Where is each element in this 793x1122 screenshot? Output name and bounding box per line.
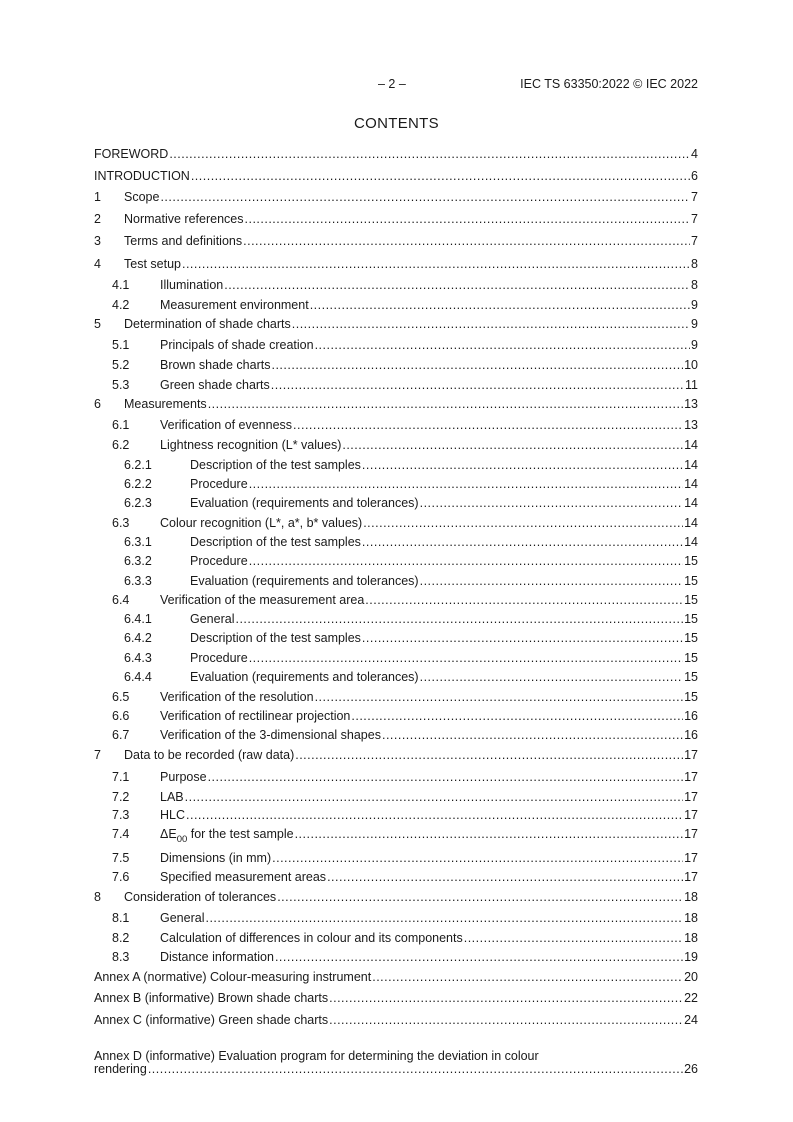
dot-leader	[208, 396, 683, 412]
toc-entry-page: 14	[684, 477, 698, 491]
toc-entry-number: 7.4	[112, 827, 130, 841]
toc-entry-page: 13	[684, 397, 698, 411]
dot-leader	[382, 727, 683, 743]
toc-entry[interactable]	[94, 277, 698, 293]
toc-entry-number: 8.1	[112, 911, 130, 925]
toc-entry-text: Normative references	[124, 212, 244, 226]
dot-leader	[342, 437, 683, 453]
toc-entry-page: 15	[684, 690, 698, 704]
toc-entry-page: 17	[684, 870, 698, 884]
toc-entry[interactable]	[94, 669, 698, 685]
dot-leader	[275, 949, 683, 965]
toc-entry-number: 6.4.3	[124, 651, 152, 665]
contents-title: CONTENTS	[354, 115, 439, 132]
toc-entry-text: Evaluation (requirements and tolerances)	[190, 496, 419, 510]
toc-entry-text: Dimensions (in mm)	[160, 851, 272, 865]
toc-entry-page: 11	[685, 378, 698, 392]
toc-entry-page: 16	[684, 709, 698, 723]
toc-entry-text: Lightness recognition (L* values)	[160, 438, 342, 452]
toc-entry[interactable]	[94, 357, 698, 373]
page-header	[94, 77, 698, 93]
toc-entry-text: Annex D (informative) Evaluation program for determining the deviation in colour	[94, 1049, 539, 1063]
toc-entry-page: 15	[684, 651, 698, 665]
toc-entry-page: 8	[691, 257, 698, 271]
toc-entry-number: 4	[94, 257, 101, 271]
toc-entry[interactable]	[94, 553, 698, 569]
toc-entry-page: 9	[691, 298, 698, 312]
dot-leader	[327, 869, 683, 885]
dot-leader	[160, 189, 690, 205]
toc-entry[interactable]	[94, 457, 698, 473]
toc-entry-text: Brown shade charts	[160, 358, 271, 372]
toc-entry-text: Green shade charts	[160, 378, 270, 392]
toc-entry-text: Terms and definitions	[124, 234, 243, 248]
dot-leader	[420, 573, 683, 589]
dot-leader	[363, 515, 683, 531]
toc-entry-number: 4.1	[112, 278, 130, 292]
toc-entry-number: 1	[94, 190, 101, 204]
dot-leader	[362, 457, 683, 473]
toc-entry-number: 7.1	[112, 770, 130, 784]
dot-leader	[293, 417, 683, 433]
toc-entry-number: 8	[94, 890, 101, 904]
toc-entry-text: Data to be recorded (raw data)	[124, 748, 295, 762]
toc-entry[interactable]	[94, 377, 698, 393]
dot-leader	[277, 889, 683, 905]
toc-entry-text: Specified measurement areas	[160, 870, 327, 884]
toc-entry-page: 14	[684, 438, 698, 452]
toc-entry-text: Procedure	[190, 651, 248, 665]
toc-entry-text: Annex C (informative) Green shade charts	[94, 1013, 329, 1027]
toc-entry-page: 14	[684, 535, 698, 549]
toc-entry[interactable]	[94, 146, 698, 162]
toc-entry-text: Annex A (normative) Colour-measuring instrument	[94, 970, 372, 984]
toc-entry-number: 7.5	[112, 851, 130, 865]
toc-entry-page: 17	[684, 790, 698, 804]
dot-leader	[329, 1012, 683, 1028]
document-id: IEC TS 63350:2022 © IEC 2022	[520, 77, 698, 91]
toc-entry-number: 6	[94, 397, 101, 411]
toc-entry-text: Colour recognition (L*, a*, b* values)	[160, 516, 363, 530]
toc-entry[interactable]	[94, 437, 698, 453]
dot-leader	[464, 930, 683, 946]
toc-entry-number: 5.3	[112, 378, 130, 392]
toc-entry[interactable]	[94, 168, 698, 184]
toc-entry-number: 8.3	[112, 950, 130, 964]
toc-entry-page: 15	[684, 554, 698, 568]
toc-entry[interactable]	[94, 969, 698, 985]
toc-entry[interactable]	[94, 611, 698, 627]
toc-entry-page: 15	[684, 574, 698, 588]
toc-entry[interactable]	[94, 256, 698, 272]
toc-entry-text: Procedure	[190, 554, 248, 568]
toc-entry-text: Description of the test samples	[190, 458, 361, 472]
dot-leader	[249, 553, 683, 569]
dot-leader	[186, 807, 683, 823]
toc-entry-text: Description of the test samples	[190, 535, 361, 549]
toc-entry-number: 6.3	[112, 516, 130, 530]
toc-entry[interactable]	[94, 573, 698, 589]
dot-leader	[315, 337, 690, 353]
toc-entry-page: 13	[684, 418, 698, 432]
toc-entry-page: 18	[684, 911, 698, 925]
toc-entry-text: Measurement environment	[160, 298, 309, 312]
toc-entry-page: 22	[684, 991, 698, 1005]
dot-leader	[208, 769, 684, 785]
toc-entry[interactable]	[94, 850, 698, 866]
toc-entry[interactable]	[94, 592, 698, 608]
toc-entry-page: 24	[684, 1013, 698, 1027]
toc-entry-page: 10	[684, 358, 698, 372]
toc-entry[interactable]	[94, 747, 698, 763]
dot-leader	[169, 146, 690, 162]
toc-entry[interactable]	[94, 316, 698, 332]
toc-entry[interactable]	[94, 233, 698, 249]
toc-entry-page: 15	[684, 612, 698, 626]
dot-leader	[205, 910, 683, 926]
toc-entry-text: Test setup	[124, 257, 181, 271]
toc-entry-text: Scope	[124, 190, 160, 204]
toc-entry[interactable]	[94, 910, 698, 926]
toc-entry-number: 6.3.1	[124, 535, 152, 549]
toc-entry-page: 18	[684, 890, 698, 904]
toc-entry-page: 26	[684, 1062, 698, 1076]
toc-entry-number: 6.4.4	[124, 670, 152, 684]
toc-entry[interactable]	[94, 789, 698, 805]
toc-entry-number: 6.4	[112, 593, 130, 607]
toc-entry-page: 15	[684, 593, 698, 607]
toc-entry-page: 7	[691, 234, 698, 248]
toc-entry[interactable]	[94, 727, 698, 743]
toc-entry-number: 5	[94, 317, 101, 331]
toc-entry-text: Verification of the resolution	[160, 690, 314, 704]
toc-entry-page: 17	[684, 827, 698, 841]
toc-entry-page: 16	[684, 728, 698, 742]
dot-leader	[249, 650, 683, 666]
toc-entry-text: FOREWORD	[94, 147, 169, 161]
toc-entry-page: 4	[691, 147, 698, 161]
toc-entry-page: 8	[691, 278, 698, 292]
toc-entry-page: 6	[691, 169, 698, 183]
toc-entry[interactable]	[94, 769, 698, 785]
toc-entry-text-continued: rendering	[94, 1062, 147, 1076]
toc-entry-text: General	[190, 612, 235, 626]
dot-leader	[271, 357, 683, 373]
toc-entry-text: Verification of the 3-dimensional shapes	[160, 728, 381, 742]
toc-entry-number: 6.4.1	[124, 612, 152, 626]
delta-e-symbol: ΔE	[160, 827, 177, 841]
dot-leader	[272, 850, 683, 866]
toc-entry[interactable]	[94, 889, 698, 905]
toc-entry-text: Principals of shade creation	[160, 338, 314, 352]
dot-leader	[351, 708, 683, 724]
toc-entry[interactable]	[94, 515, 698, 531]
toc-entry-text-rest: for the test sample	[187, 827, 294, 841]
toc-entry[interactable]	[94, 1012, 698, 1028]
toc-entry[interactable]	[94, 930, 698, 946]
toc-entry-text: Description of the test samples	[190, 631, 361, 645]
toc-entry-number: 3	[94, 234, 101, 248]
toc-entry-number: 5.1	[112, 338, 130, 352]
toc-entry-page: 9	[691, 317, 698, 331]
dot-leader	[148, 1061, 683, 1077]
dot-leader	[292, 316, 690, 332]
toc-entry[interactable]	[94, 337, 698, 353]
page-number: – 2 –	[378, 77, 406, 91]
toc-entry-page: 17	[684, 748, 698, 762]
toc-entry[interactable]	[94, 189, 698, 205]
toc-entry[interactable]	[94, 990, 698, 1006]
subscript: 00	[176, 834, 188, 845]
toc-entry-text: HLC	[160, 808, 186, 822]
dot-leader	[372, 969, 683, 985]
toc-entry-number: 7.6	[112, 870, 130, 884]
toc-entry-number: 8.2	[112, 931, 130, 945]
toc-entry-number: 2	[94, 212, 101, 226]
toc-entry-page: 15	[684, 670, 698, 684]
dot-leader	[185, 789, 683, 805]
toc-entry-page: 20	[684, 970, 698, 984]
toc-entry-page: 14	[684, 458, 698, 472]
toc-entry-text: Illumination	[160, 278, 224, 292]
toc-entry-page: 7	[691, 212, 698, 226]
toc-entry-number: 6.2.3	[124, 496, 152, 510]
toc-entry-text: Measurements	[124, 397, 207, 411]
toc-entry[interactable]	[94, 869, 698, 885]
toc-entry[interactable]	[94, 807, 698, 823]
toc-entry-page: 9	[691, 338, 698, 352]
toc-entry[interactable]	[94, 534, 698, 550]
toc-entry[interactable]	[94, 630, 698, 646]
toc-entry-text: Annex B (informative) Brown shade charts	[94, 991, 329, 1005]
toc-entry[interactable]	[94, 495, 698, 511]
toc-entry-number: 7.2	[112, 790, 130, 804]
dot-leader	[420, 495, 683, 511]
toc-entry-text: LAB	[160, 790, 184, 804]
toc-entry-page: 17	[684, 808, 698, 822]
dot-leader	[310, 297, 690, 313]
dot-leader	[362, 534, 683, 550]
toc-entry-text: Procedure	[190, 477, 248, 491]
toc-entry-number: 6.6	[112, 709, 130, 723]
toc-entry-text: Verification of the measurement area	[160, 593, 365, 607]
toc-entry-number: 6.4.2	[124, 631, 152, 645]
toc-entry[interactable]	[94, 297, 698, 313]
dot-leader	[271, 377, 684, 393]
toc-entry-page: 7	[691, 190, 698, 204]
toc-entry-text: Verification of evenness	[160, 418, 293, 432]
toc-entry-text: Distance information	[160, 950, 274, 964]
toc-entry[interactable]	[94, 476, 698, 492]
dot-leader	[182, 256, 690, 272]
toc-entry[interactable]	[94, 826, 698, 845]
toc-entry-text: INTRODUCTION	[94, 169, 190, 183]
dot-leader	[295, 826, 684, 842]
toc-entry-number: 6.2.1	[124, 458, 152, 472]
toc-entry-number: 6.5	[112, 690, 130, 704]
dot-leader	[365, 592, 683, 608]
toc-entry-number: 4.2	[112, 298, 130, 312]
toc-entry-page: 18	[684, 931, 698, 945]
toc-entry-page: 14	[684, 516, 698, 530]
toc-entry-text: Purpose	[160, 770, 207, 784]
toc-entry-text: Calculation of differences in colour and its components	[160, 931, 463, 945]
toc-entry[interactable]	[94, 417, 698, 433]
toc-entry-number: 7.3	[112, 808, 130, 822]
dot-leader	[295, 747, 683, 763]
toc-entry-number: 6.1	[112, 418, 130, 432]
toc-entry[interactable]	[94, 949, 698, 965]
dot-leader	[362, 630, 683, 646]
dot-leader	[243, 233, 690, 249]
toc-entry[interactable]	[94, 650, 698, 666]
toc-entry-text: Determination of shade charts	[124, 317, 291, 331]
toc-entry-number: 6.7	[112, 728, 130, 742]
toc-entry[interactable]	[94, 396, 698, 412]
toc-entry-number: 6.2	[112, 438, 130, 452]
toc-entry-text: Evaluation (requirements and tolerances)	[190, 574, 419, 588]
toc-entry-number: 6.2.2	[124, 477, 152, 491]
toc-entry-page: 14	[684, 496, 698, 510]
toc-entry[interactable]	[94, 708, 698, 724]
toc-entry-text: Consideration of tolerances	[124, 890, 277, 904]
toc-entry-text: Verification of rectilinear projection	[160, 709, 351, 723]
toc-entry[interactable]	[94, 1048, 698, 1076]
dot-leader	[329, 990, 683, 1006]
dot-leader	[420, 669, 683, 685]
dot-leader	[235, 611, 683, 627]
dot-leader	[224, 277, 690, 293]
dot-leader	[245, 211, 691, 227]
toc-entry-number: 6.3.3	[124, 574, 152, 588]
toc-entry-page: 15	[684, 631, 698, 645]
toc-entry-page: 17	[684, 770, 698, 784]
toc-entry-text: Evaluation (requirements and tolerances)	[190, 670, 419, 684]
toc-entry-text	[160, 826, 294, 844]
toc-entry-number: 7	[94, 748, 101, 762]
toc-entry-number: 6.3.2	[124, 554, 152, 568]
toc-entry-number: 5.2	[112, 358, 130, 372]
toc-entry-page: 19	[684, 950, 698, 964]
dot-leader	[315, 689, 684, 705]
toc-entry[interactable]	[94, 689, 698, 705]
toc-entry-page: 17	[684, 851, 698, 865]
dot-leader	[191, 168, 690, 184]
dot-leader	[249, 476, 683, 492]
toc-entry[interactable]	[94, 211, 698, 227]
toc-entry-text: General	[160, 911, 205, 925]
